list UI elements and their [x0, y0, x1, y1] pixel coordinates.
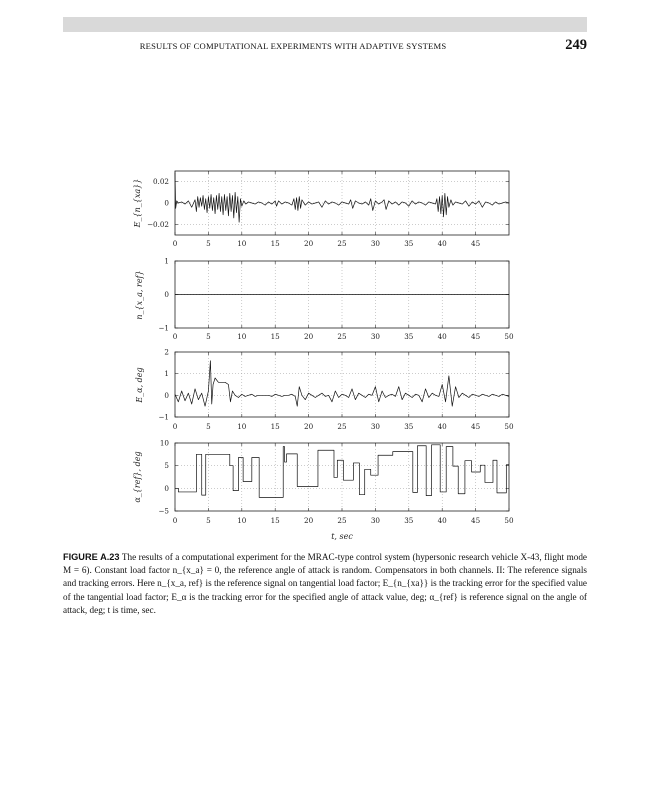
- x-tick-label: 15: [270, 516, 280, 525]
- y-tick-label: 0: [164, 483, 169, 493]
- x-tick-label: 45: [471, 239, 481, 248]
- y-tick-label: 0: [164, 390, 169, 400]
- x-tick-label: 45: [471, 516, 481, 525]
- y-tick-label: −1: [158, 412, 169, 422]
- y-tick-label: 10: [159, 438, 169, 448]
- subplot-2: [135, 257, 514, 342]
- x-tick-label: 15: [270, 332, 280, 341]
- x-tick-label: 30: [370, 516, 380, 525]
- x-tick-label: 10: [237, 332, 247, 341]
- y-axis-label: E_{n_{xa}}: [133, 178, 142, 228]
- x-axis-label: t, sec: [331, 532, 353, 541]
- x-tick-label: 50: [504, 516, 514, 525]
- page-number: 249: [565, 37, 587, 53]
- y-tick-label: −0.02: [146, 219, 169, 229]
- x-tick-label: 5: [206, 422, 211, 431]
- y-tick-label: 1: [164, 369, 169, 379]
- x-tick-label: 15: [270, 239, 280, 248]
- x-tick-label: 20: [304, 239, 314, 248]
- y-tick-label: −1: [158, 323, 169, 333]
- x-tick-label: 45: [471, 332, 481, 341]
- x-tick-label: 35: [404, 516, 414, 525]
- subplot-4: [133, 439, 514, 542]
- x-tick-label: 40: [437, 422, 447, 431]
- x-tick-label: 20: [304, 422, 314, 431]
- x-tick-label: 10: [237, 516, 247, 525]
- x-tick-label: 0: [172, 516, 178, 525]
- figure-caption: [63, 551, 587, 617]
- y-tick-label: 1: [164, 256, 169, 266]
- x-tick-label: 25: [337, 516, 347, 525]
- y-tick-label: 5: [164, 461, 169, 471]
- y-tick-label: 0.02: [152, 177, 169, 187]
- x-tick-label: 35: [404, 332, 414, 341]
- y-tick-label: 0: [164, 290, 169, 299]
- running-head: RESULTS OF COMPUTATIONAL EXPERIMENTS WITH ADAPTIVE SYSTEMS: [139, 41, 447, 51]
- subplot-1: [133, 171, 509, 248]
- figure-caption-text: The results of a computational experiment for the MRAC-type control system (hypersonic research vehicle X-43, flight mode M = 6). Constant load factor n_{x_a} = 0, the reference angle of attack is random. Compensators in both channels. II: The reference signals and tracking errors. Here n_{x_a, ref} is the reference signal on tangential load factor; E_{n_{xa}} is the tracking error for the specified value of the tangential load factor; E_α is the tracking error for the specified angle of attack value, deg; α_{ref} is reference signal on the angle of attack, deg; t is time, sec.: [63, 552, 587, 615]
- x-tick-label: 25: [337, 239, 347, 248]
- x-tick-label: 35: [404, 422, 414, 431]
- x-tick-label: 20: [304, 332, 314, 341]
- x-tick-label: 5: [206, 239, 211, 248]
- x-tick-label: 0: [172, 422, 178, 431]
- x-tick-label: 0: [172, 239, 178, 248]
- x-tick-label: 50: [504, 422, 514, 431]
- x-tick-label: 10: [237, 239, 247, 248]
- x-tick-label: 40: [437, 516, 447, 525]
- x-tick-label: 0: [172, 332, 178, 341]
- x-tick-label: 30: [370, 422, 380, 431]
- x-tick-label: 20: [304, 516, 314, 525]
- y-axis-label: E_α, deg: [135, 367, 144, 403]
- x-tick-label: 25: [337, 422, 347, 431]
- x-tick-label: 30: [370, 332, 380, 341]
- x-tick-label: 10: [237, 422, 247, 431]
- x-tick-label: 45: [471, 422, 481, 431]
- x-tick-label: 35: [404, 239, 414, 248]
- y-tick-label: −5: [158, 506, 169, 516]
- x-tick-label: 25: [337, 332, 347, 341]
- x-tick-label: 40: [437, 332, 447, 341]
- x-tick-label: 5: [206, 516, 211, 525]
- figure-label: FIGURE A.23: [63, 552, 120, 562]
- x-tick-label: 5: [206, 332, 211, 341]
- x-tick-label: 40: [437, 239, 447, 248]
- x-tick-label: 50: [504, 332, 514, 341]
- x-tick-label: 30: [370, 239, 380, 248]
- y-axis-label: α_{ref}, deg: [133, 451, 142, 503]
- y-axis-label: n_{x_a, ref}: [135, 270, 144, 320]
- subplot-3: [135, 348, 514, 432]
- x-tick-label: 15: [270, 422, 280, 431]
- y-tick-label: 0: [164, 198, 169, 208]
- y-tick-label: 2: [164, 347, 169, 357]
